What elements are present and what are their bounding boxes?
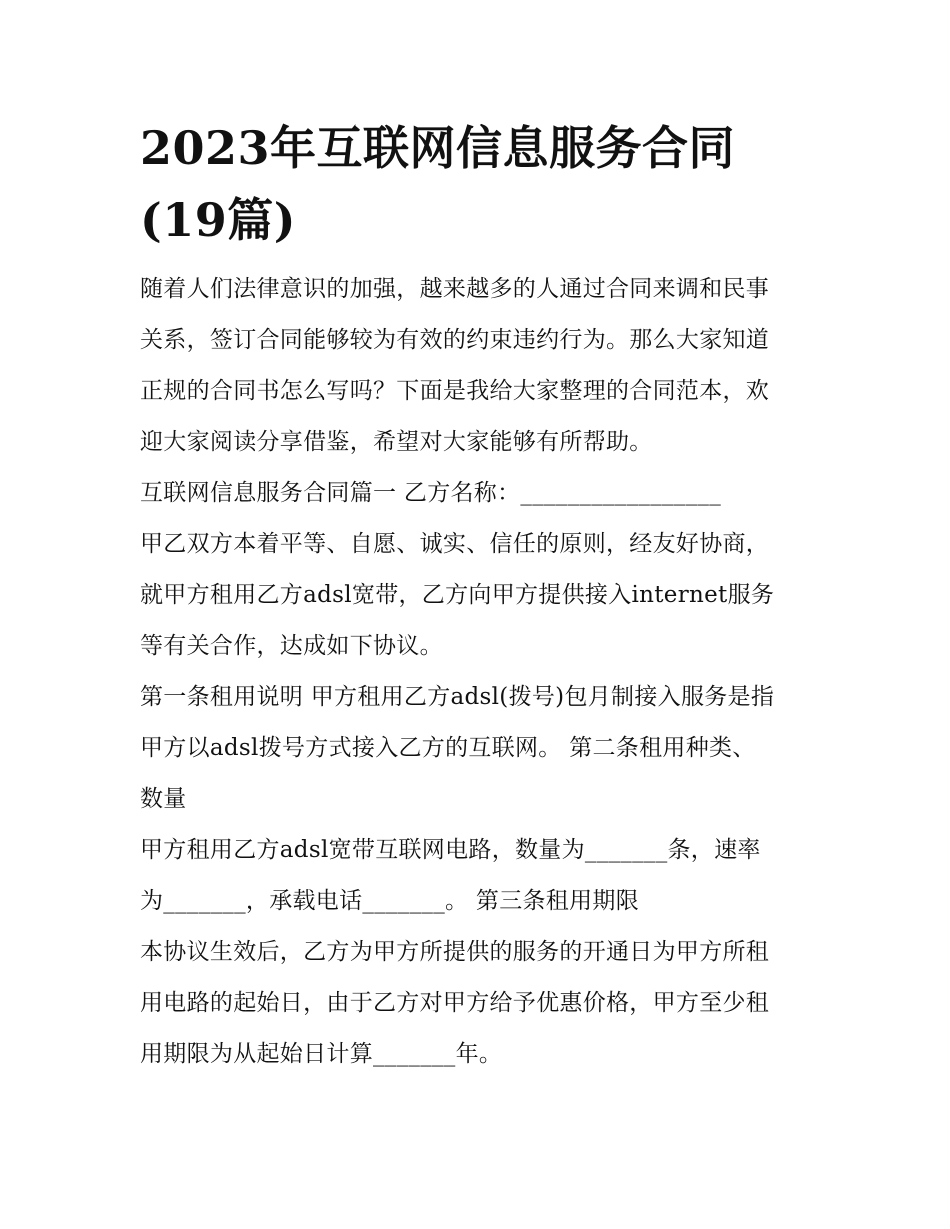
document-page xyxy=(140,112,820,1080)
text-line: 本协议生效后，乙方为甲方所提供的服务的开通日为甲方所租 xyxy=(140,939,770,965)
principle-paragraph xyxy=(140,519,820,672)
section-heading-paragraph xyxy=(140,468,820,519)
text-line: 正规的合同书怎么写吗？下面是我给大家整理的合同范本，欢 xyxy=(140,378,770,404)
text-line: 随着人们法律意识的加强，越来越多的人通过合同来调和民事 xyxy=(140,276,770,302)
document-title xyxy=(140,112,820,256)
text-line: 迎大家阅读分享借鉴，希望对大家能够有所帮助。 xyxy=(140,429,653,455)
text-line: 等有关合作，达成如下协议。 xyxy=(140,633,443,659)
text-line: 关系，签订合同能够较为有效的约束违约行为。那么大家知道 xyxy=(140,327,770,353)
text-line: 甲方以adsl拨号方式接入乙方的互联网。 第二条租用种类、 xyxy=(140,735,756,761)
text-line: 第一条租用说明 甲方租用乙方adsl(拨号)包月制接入服务是指 xyxy=(140,684,775,710)
text-line: 就甲方租用乙方adsl宽带，乙方向甲方提供接入internet服务 xyxy=(140,582,775,608)
text-line: 甲方租用乙方adsl宽带互联网电路，数量为_______条，速率 xyxy=(140,837,761,863)
text-line: 用电路的起始日，由于乙方对甲方给予优惠价格，甲方至少租 xyxy=(140,990,770,1016)
title-line-2: (19篇) xyxy=(140,193,297,247)
text-line: 甲乙双方本着平等、自愿、诚实、信任的原则，经友好协商， xyxy=(140,531,770,557)
title-line-1: 2023年互联网信息服务合同 xyxy=(140,121,736,175)
article-3-paragraph xyxy=(140,927,820,1080)
text-line: 数量 xyxy=(140,786,187,812)
article-1-paragraph xyxy=(140,672,820,825)
intro-paragraph xyxy=(140,264,820,468)
text-line: 为_______，承载电话_______。 第三条租用期限 xyxy=(140,888,640,914)
text-line: 互联网信息服务合同篇一 乙方名称：_________________ xyxy=(140,480,722,506)
text-line: 用期限为从起始日计算_______年。 xyxy=(140,1041,503,1067)
article-2-paragraph xyxy=(140,825,820,927)
